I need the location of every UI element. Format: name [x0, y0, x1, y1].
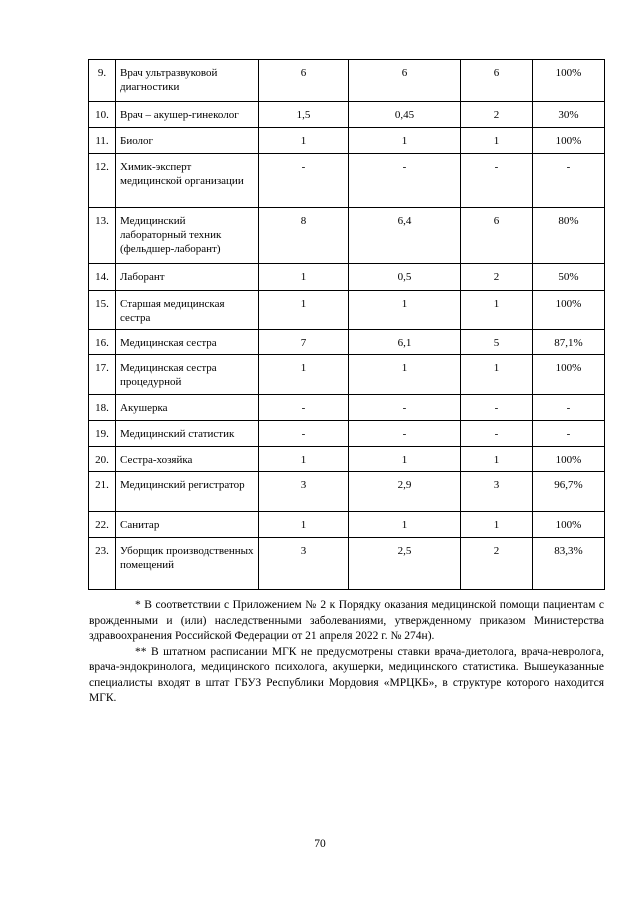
position-name: Врач ультразвуковой диагностики: [116, 60, 259, 102]
value-cell: 1: [259, 291, 349, 330]
value-cell: 1: [259, 447, 349, 472]
table-row: [89, 291, 605, 330]
value-cell: 1: [461, 291, 533, 330]
percent-cell: -: [533, 421, 605, 447]
table-row: [89, 447, 605, 472]
table-row: [89, 208, 605, 264]
row-number: 16.: [89, 330, 116, 355]
value-cell: -: [461, 154, 533, 208]
table-row: [89, 264, 605, 291]
value-cell: 3: [259, 472, 349, 512]
value-cell: 8: [259, 208, 349, 264]
row-number: 15.: [89, 291, 116, 330]
table-row: [89, 355, 605, 395]
value-cell: -: [461, 395, 533, 421]
value-cell: -: [259, 421, 349, 447]
value-cell: 1: [349, 447, 461, 472]
position-name: Врач – акушер-гинеколог: [116, 102, 259, 128]
percent-cell: 100%: [533, 291, 605, 330]
row-number: 12.: [89, 154, 116, 208]
row-number: 11.: [89, 128, 116, 154]
position-name: Акушерка: [116, 395, 259, 421]
row-number: 10.: [89, 102, 116, 128]
footnotes: [89, 598, 604, 707]
position-name: Медицинская сестра: [116, 330, 259, 355]
percent-cell: 100%: [533, 512, 605, 538]
value-cell: 2: [461, 102, 533, 128]
percent-cell: 87,1%: [533, 330, 605, 355]
value-cell: 0,5: [349, 264, 461, 291]
value-cell: -: [349, 154, 461, 208]
percent-cell: 30%: [533, 102, 605, 128]
value-cell: 1,5: [259, 102, 349, 128]
value-cell: 2,5: [349, 538, 461, 590]
table-row: [89, 154, 605, 208]
value-cell: 6: [259, 60, 349, 102]
position-name: Медицинский лабораторный техник (фельдшер-лаборант): [116, 208, 259, 264]
value-cell: 3: [461, 472, 533, 512]
row-number: 21.: [89, 472, 116, 512]
value-cell: 1: [461, 355, 533, 395]
position-name: Химик-эксперт медицинской организации: [116, 154, 259, 208]
value-cell: 1: [259, 355, 349, 395]
value-cell: -: [259, 154, 349, 208]
row-number: 17.: [89, 355, 116, 395]
value-cell: 2: [461, 538, 533, 590]
value-cell: 2: [461, 264, 533, 291]
table-row: [89, 102, 605, 128]
value-cell: -: [461, 421, 533, 447]
table-row: [89, 330, 605, 355]
value-cell: 6,4: [349, 208, 461, 264]
percent-cell: -: [533, 395, 605, 421]
percent-cell: 100%: [533, 60, 605, 102]
row-number: 22.: [89, 512, 116, 538]
percent-cell: 100%: [533, 128, 605, 154]
row-number: 20.: [89, 447, 116, 472]
value-cell: 1: [461, 447, 533, 472]
value-cell: 5: [461, 330, 533, 355]
value-cell: 1: [461, 128, 533, 154]
table-row: [89, 395, 605, 421]
row-number: 18.: [89, 395, 116, 421]
table-row: [89, 421, 605, 447]
table-row: [89, 128, 605, 154]
percent-cell: 83,3%: [533, 538, 605, 590]
footnote-2: ** В штатном расписании МГК не предусмотрены ставки врача-диетолога, врача-невролога, врача-эндокринолога, медицинского психолога, акушерки, медицинского статистика. Вышеуказанные специалисты входят в штат ГБУЗ Республики Мордовия «МРЦКБ», в структуре которого находится МГК.: [89, 645, 604, 704]
position-name: Санитар: [116, 512, 259, 538]
value-cell: 3: [259, 538, 349, 590]
value-cell: -: [259, 395, 349, 421]
row-number: 23.: [89, 538, 116, 590]
value-cell: 1: [259, 264, 349, 291]
value-cell: 6,1: [349, 330, 461, 355]
row-number: 19.: [89, 421, 116, 447]
percent-cell: 100%: [533, 355, 605, 395]
value-cell: 1: [349, 355, 461, 395]
value-cell: -: [349, 395, 461, 421]
table-row: [89, 538, 605, 590]
percent-cell: 100%: [533, 447, 605, 472]
value-cell: 6: [349, 60, 461, 102]
staffing-table: [88, 59, 605, 590]
table-row: [89, 60, 605, 102]
position-name: Биолог: [116, 128, 259, 154]
page-number: 70: [314, 838, 326, 850]
percent-cell: 50%: [533, 264, 605, 291]
table-row: [89, 472, 605, 512]
value-cell: 1: [259, 512, 349, 538]
value-cell: 1: [259, 128, 349, 154]
position-name: Медицинский регистратор: [116, 472, 259, 512]
percent-cell: 80%: [533, 208, 605, 264]
table-row: [89, 512, 605, 538]
position-name: Сестра-хозяйка: [116, 447, 259, 472]
row-number: 9.: [89, 60, 116, 102]
value-cell: -: [349, 421, 461, 447]
row-number: 14.: [89, 264, 116, 291]
row-number: 13.: [89, 208, 116, 264]
value-cell: 2,9: [349, 472, 461, 512]
position-name: Медицинский статистик: [116, 421, 259, 447]
footnote-1: * В соответствии с Приложением № 2 к Порядку оказания медицинской помощи пациентам с врожденными и (или) наследственными заболеваниями, утвержденному приказом Министерства здравоохранения Российской Федерации от 21 апреля 2022 г. № 274н).: [89, 599, 604, 642]
value-cell: 6: [461, 60, 533, 102]
position-name: Медицинская сестра процедурной: [116, 355, 259, 395]
value-cell: 1: [349, 291, 461, 330]
percent-cell: -: [533, 154, 605, 208]
value-cell: 7: [259, 330, 349, 355]
position-name: Лаборант: [116, 264, 259, 291]
position-name: Уборщик производственных помещений: [116, 538, 259, 590]
percent-cell: 96,7%: [533, 472, 605, 512]
value-cell: 1: [461, 512, 533, 538]
value-cell: 0,45: [349, 102, 461, 128]
value-cell: 1: [349, 128, 461, 154]
position-name: Старшая медицинская сестра: [116, 291, 259, 330]
value-cell: 1: [349, 512, 461, 538]
value-cell: 6: [461, 208, 533, 264]
